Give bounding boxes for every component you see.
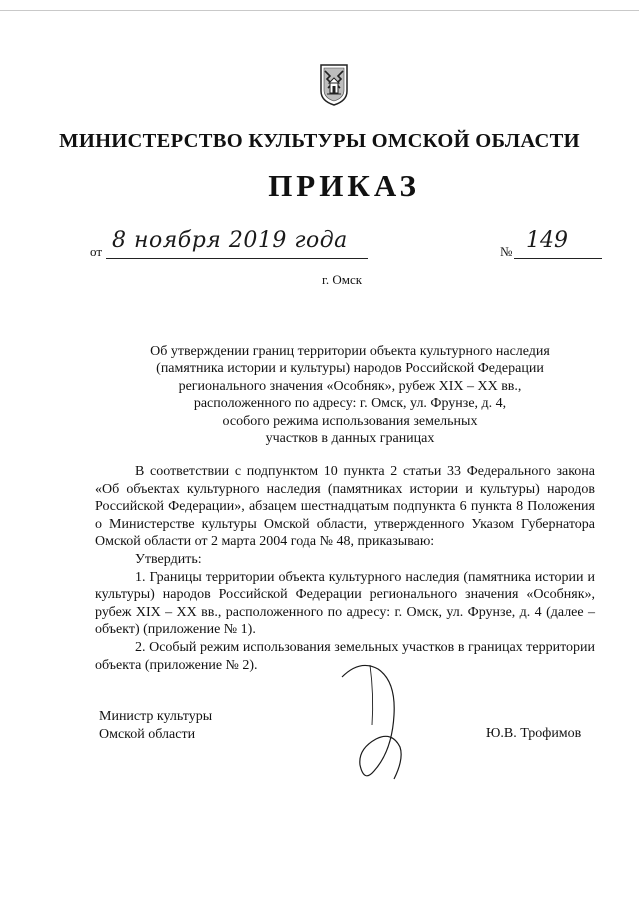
city-label: г. Омск: [322, 272, 363, 287]
title-line: регионального значения «Особняк», рубеж XIX – XX вв.,: [178, 378, 522, 394]
order-body: [95, 463, 595, 674]
paragraph-item-1: 1. Границы территории объекта культурного наследия (памятника истории и культуры) народов Российской Федерации регионального значения «Особняк», рубеж XIX – XX вв., расположенного по адресу: г. Омск, ул. Фрунзе, д. 4 (далее – объект) (приложение № 1).: [95, 569, 595, 638]
paragraph-item-2: 2. Особый режим использования земельных участков в границах территории объекта (приложение № 2).: [95, 639, 595, 673]
order-title: [100, 343, 600, 447]
date-underline: [106, 258, 368, 259]
coat-of-arms-icon: [319, 63, 349, 107]
signer-position-line: Министр культуры: [99, 709, 213, 724]
signer-position: [99, 708, 212, 743]
title-line: Об утверждении границ территории объекта культурного наследия: [150, 344, 550, 359]
handwritten-date: 8 ноября 2019 года: [112, 228, 348, 253]
title-line: (памятника истории и культуры) народов Российской Федерации: [156, 361, 544, 377]
ministry-heading: МИНИСТЕРСТВО КУЛЬТУРЫ ОМСКОЙ ОБЛАСТИ: [59, 130, 580, 152]
order-date-number-row: [90, 228, 610, 264]
signer-position-line: Омской области: [99, 726, 196, 742]
handwritten-signature: [330, 655, 420, 795]
date-prefix-label: от: [90, 244, 103, 259]
document-type-heading: ПРИКАЗ: [268, 168, 420, 203]
number-label: №: [500, 244, 513, 259]
handwritten-number: 149: [526, 228, 568, 253]
number-underline: [514, 258, 602, 259]
title-line: особого режима использования земельных: [222, 413, 478, 429]
title-line: участков в данных границах: [265, 431, 435, 447]
signer-name: Ю.В. Трофимов: [486, 726, 582, 741]
title-line: расположенного по адресу: г. Омск, ул. Фрунзе, д. 4,: [193, 396, 507, 412]
paragraph-approve: Утвердить:: [135, 551, 202, 567]
top-rule: [0, 10, 639, 11]
paragraph-preamble: В соответствии с подпунктом 10 пункта 2 статьи 33 Федерального закона «Об объектах культурного наследия (памятниках истории и культуры) народов Российской Федерации», абзацем шестнадцатым подпункта 6 пункта 8 Положения о Министерстве культуры Омской области, утвержденного Указом Губернатора Омской области от 2 марта 2004 года № 48, приказываю:: [95, 464, 595, 550]
